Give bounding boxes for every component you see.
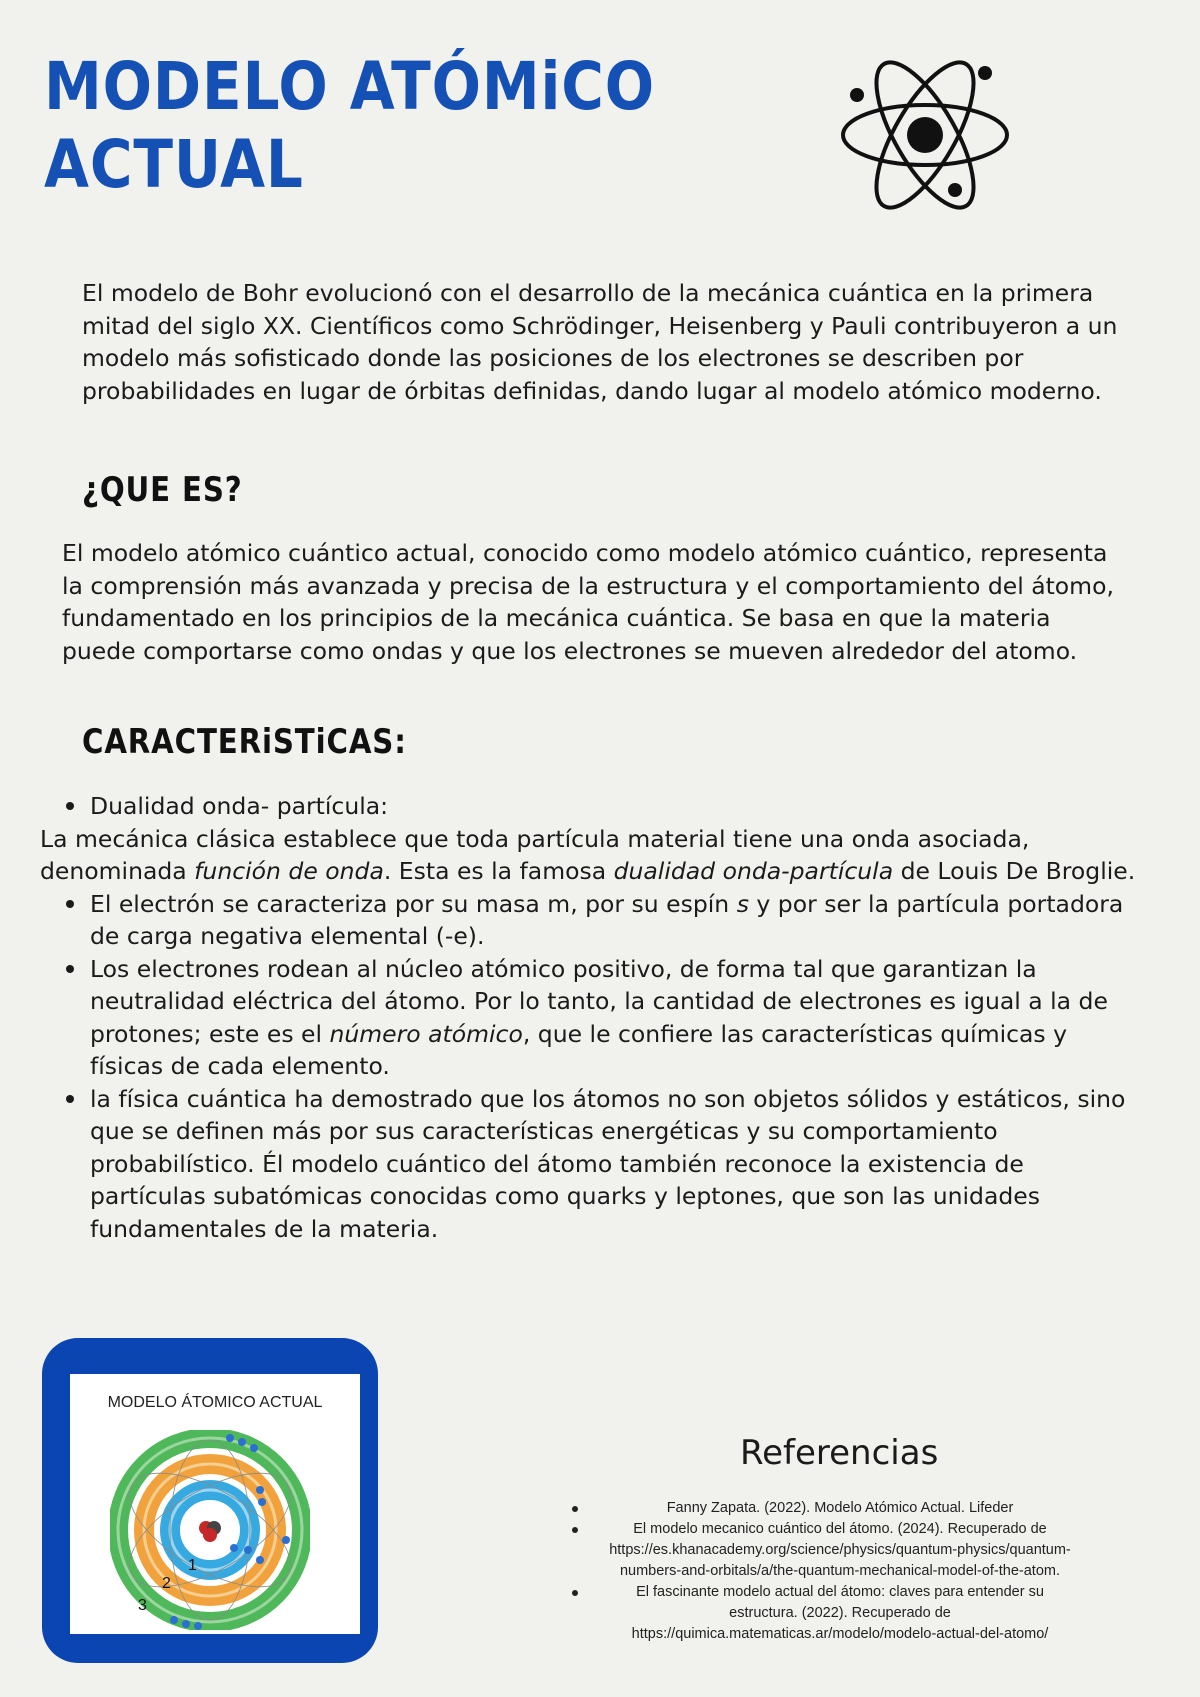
feature-item-4: la física cuántica ha demostrado que los átomos no son objetos sólidos y estáticos, sino que se definen más por sus características energéticas y su comportamiento probabilístico. Él modelo cuántico del átomo también reconoce la existencia de partículas subatómicas conocidas como quarks y leptones, que son las unidades fundamentales de la materia. [40, 1083, 1140, 1246]
shell-label-2: 2 [162, 1575, 171, 1592]
references-list [570, 1498, 1080, 1645]
atom-icon [835, 55, 1015, 225]
intro-paragraph: El modelo de Bohr evolucionó con el desarrollo de la mecánica cuántica en la primera mitad del siglo XX. Científicos como Schrödinger, Heisenberg y Pauli contribuyeron a un modelo más sofisticado donde las posiciones de los electrones se describen por probabilidades en lugar de órbitas definidas, dando lugar al modelo atómico moderno. [82, 279, 1118, 405]
que-es-paragraph: El modelo atómico cuántico actual, conocido como modelo atómico cuántico, representa la comprensión más avanzada y precisa de la estructura y el comportamiento del átomo, fundamentado en los principios de la mecánica cuántica. Se basa en que la materia puede comportarse como ondas y que los electrones se mueven alrededor del atomo. [62, 539, 1114, 665]
features-list [40, 790, 1140, 1245]
page-title [44, 48, 655, 204]
atom-model-image [70, 1374, 360, 1634]
section-heading-que-es: ¿QUE ES? [82, 470, 243, 510]
shell-label-3: 3 [138, 1597, 147, 1614]
feature-item-3: Los electrones rodean al núcleo atómico positivo, de forma tal que garantizan la neutralidad eléctrica del átomo. Por lo tanto, la cantidad de electrones es igual a la de protones; este es el número atómico, que le confiere las características químicas y físicas de cada elemento. [40, 953, 1140, 1083]
image-caption: MODELO ÁTOMICO ACTUAL [107, 1394, 323, 1411]
feature-item-1-text: La mecánica clásica establece que toda partícula material tiene una onda asociada, denominada función de onda. Esta es la famosa dualidad onda-partícula de Louis De Broglie. [40, 824, 1136, 885]
references-title: Referencias [740, 1433, 939, 1473]
shell-label-1: 1 [188, 1557, 197, 1574]
feature-item-1: Dualidad onda- partícula: [40, 790, 1140, 823]
reference-item: El modelo mecanico cuántico del átomo. (2024). Recuperado de https://es.khanacademy.org/science/physics/quantum-physics/quantum-numbers-and-orbitals/a/the-quantum-mechanical-model-of-the-atom. [570, 1519, 1080, 1582]
atom-model-image-frame [42, 1338, 378, 1663]
reference-item: Fanny Zapata. (2022). Modelo Atómico Actual. Lifeder [570, 1498, 1080, 1519]
title-line-1: MODELO ATÓMiCO [44, 48, 656, 125]
section-heading-caracteristicas: CARACTERiSTiCAS: [82, 722, 407, 762]
reference-item: El fascinante modelo actual del átomo: claves para entender su estructura. (2022). Recuperado de https://quimica.matematicas.ar/modelo/modelo-actual-del-atomo/ [570, 1582, 1080, 1645]
title-line-2: ACTUAL [44, 126, 304, 203]
quantum-atom-diagram [110, 1430, 310, 1630]
feature-item-2: El electrón se caracteriza por su masa m, por su espín s y por ser la partícula portadora de carga negativa elemental (-e). [40, 888, 1140, 953]
